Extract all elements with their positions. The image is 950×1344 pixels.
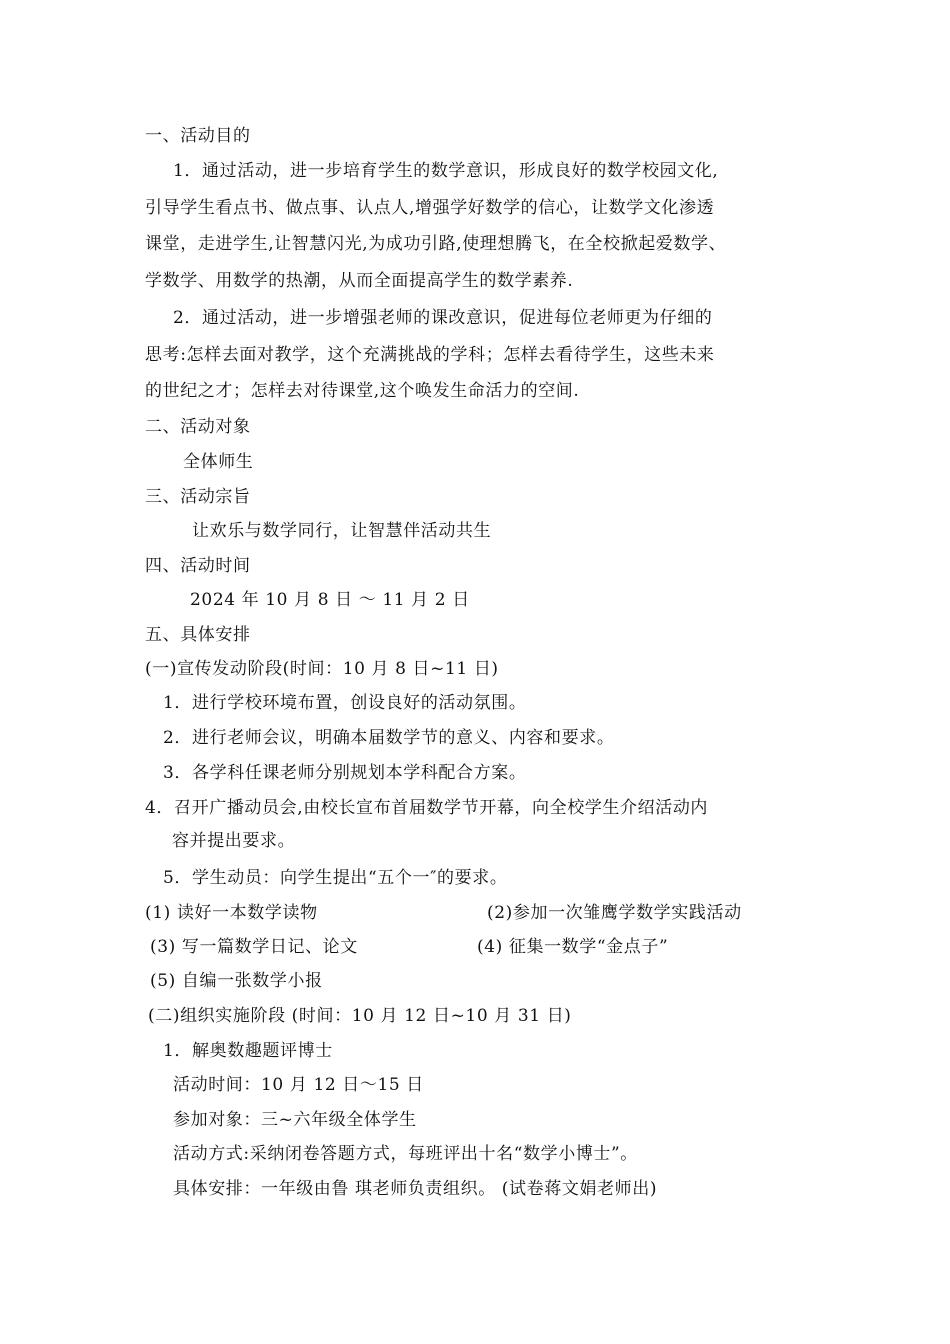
- five-one-item: (2)参加一次雏鹰学数学实践活动: [487, 903, 742, 923]
- paragraph-line: 学数学、用数学的热潮，从而全面提高学生的数学素养.: [145, 271, 574, 291]
- list-item-continued: 容并提出要求。: [172, 831, 296, 851]
- five-one-item: (5) 自编一张数学小报: [150, 971, 323, 991]
- section-heading-arrangement: 五、具体安排: [145, 625, 251, 645]
- section-body: 2024 年 10 月 8 日 ～ 11 月 2 日: [190, 590, 470, 610]
- section-heading-time: 四、活动时间: [145, 556, 251, 576]
- paragraph-line: 思考:怎样去面对教学，这个充满挑战的学科；怎样去看待学生，这些未来: [145, 345, 715, 365]
- five-one-item: (1) 读好一本数学读物: [145, 903, 318, 923]
- detail-line: 参加对象：三~六年级全体学生: [173, 1110, 417, 1130]
- paragraph-line: 引导学生看点书、做点事、认点人,增强学好数学的信心，让数学文化渗透: [145, 198, 715, 218]
- paragraph-line: 1．通过活动，进一步培育学生的数学意识，形成良好的数学校园文化,: [173, 161, 719, 181]
- list-item: 3．各学科任课老师分别规划本学科配合方案。: [163, 763, 527, 783]
- paragraph-line: 的世纪之才；怎样去对待课堂,这个唤发生命活力的空间.: [145, 381, 580, 401]
- list-item: 1．进行学校环境布置，创设良好的活动氛围。: [163, 693, 527, 713]
- phase-heading: (一)宣传发动阶段(时间：10 月 8 日~11 日): [145, 659, 499, 679]
- paragraph-line: 课堂，走进学生,让智慧闪光,为成功引路,使理想腾飞，在全校掀起爱数学、: [145, 234, 727, 254]
- section-body: 全体师生: [183, 452, 254, 472]
- paragraph-line: 2．通过活动，进一步增强老师的课改意识，促进每位老师更为仔细的: [173, 308, 713, 328]
- list-item: 5．学生动员：向学生提出“五个一″的要求。: [163, 868, 508, 888]
- section-heading-principle: 三、活动宗旨: [145, 487, 251, 507]
- section-heading-purpose: 一、活动目的: [145, 126, 251, 146]
- phase-heading: (二)组织实施阶段 (时间：10 月 12 日~10 月 31 日): [148, 1006, 572, 1026]
- list-item: 2．进行老师会议，明确本届数学节的意义、内容和要求。: [163, 728, 615, 748]
- five-one-item: (3) 写一篇数学日记、论文: [150, 937, 358, 957]
- detail-line: 活动方式:采纳闭卷答题方式，每班评出十名“数学小博士”。: [173, 1144, 638, 1164]
- section-body: 让欢乐与数学同行，让智慧伴活动共生: [192, 521, 492, 541]
- section-heading-target: 二、活动对象: [145, 417, 251, 437]
- detail-line: 具体安排：一年级由鲁 琪老师负责组织。 (试卷蒋文娟老师出): [173, 1179, 658, 1199]
- list-item: 4．召开广播动员会,由校长宣布首届数学节开幕，向全校学生介绍活动内: [145, 798, 709, 818]
- detail-line: 活动时间：10 月 12 日～15 日: [173, 1075, 424, 1095]
- list-item: 1．解奥数趣题评博士: [163, 1041, 333, 1061]
- five-one-item: (4) 征集一数学“金点子”: [477, 937, 669, 957]
